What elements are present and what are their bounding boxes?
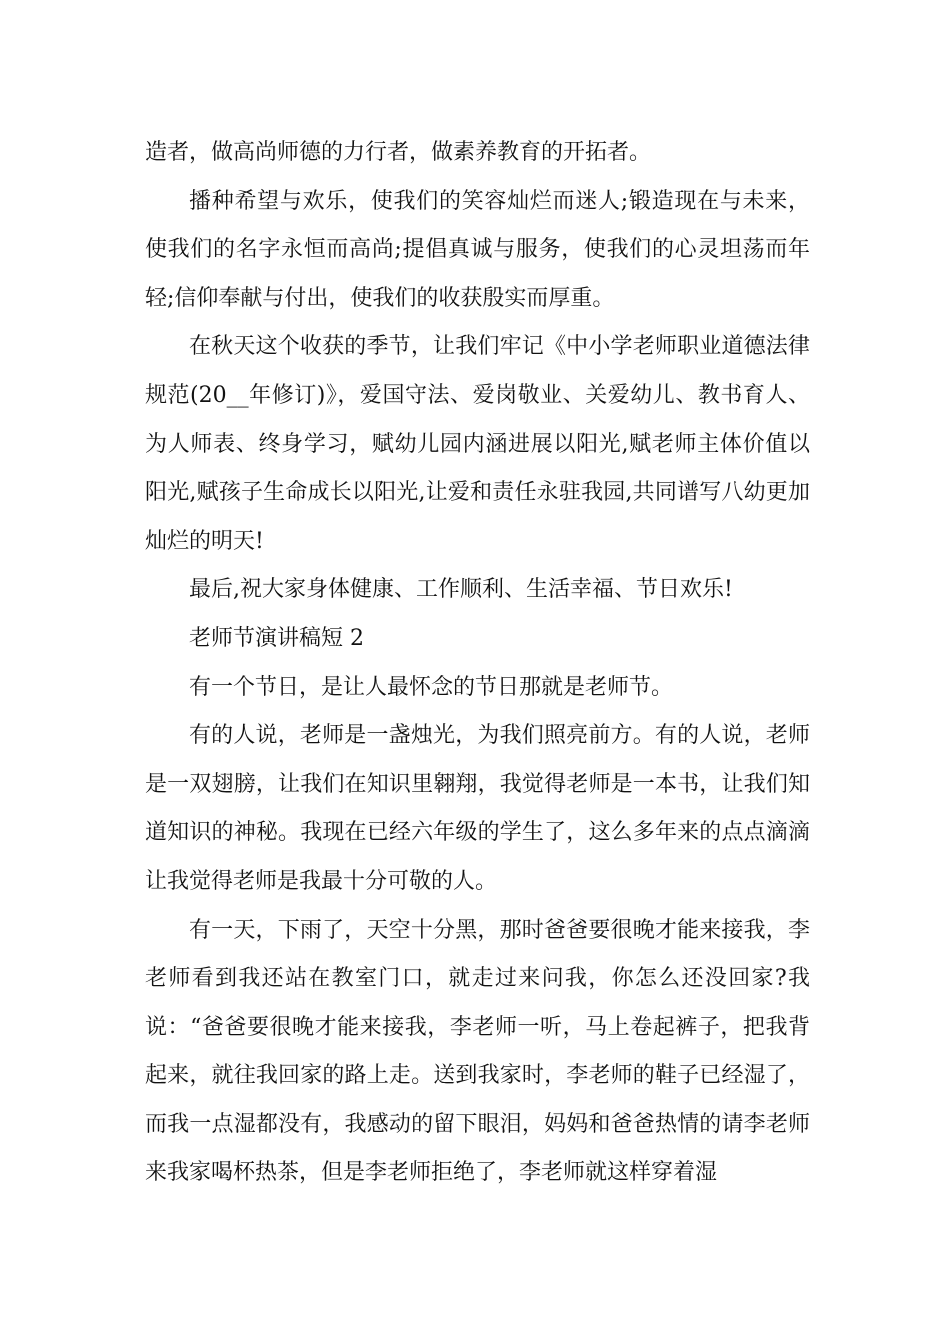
paragraph-1: 造者，做高尚师德的力行者，做素养教育的开拓者。 (145, 140, 652, 165)
document-body (145, 129, 810, 1198)
paragraph-2: 播种希望与欢乐，使我们的笑容灿烂而迷人;锻造现在与未来，使我们的名字永恒而高尚;提倡真诚与服务，使我们的心灵坦荡而年轻;信仰奉献与付出，使我们的收获殷实而厚重。 (145, 188, 810, 311)
paragraph-6: 有的人说，老师是一盏烛光，为我们照亮前方。有的人说，老师是一双翅膀，让我们在知识里翱翔，我觉得老师是一本书，让我们知道知识的神秘。我现在已经六年级的学生了，这么多年来的点点滴滴让我觉得老师是我最十分可敬的人。 (145, 723, 810, 894)
paragraph-3: 在秋天这个收获的季节，让我们牢记《中小学老师职业道德法律规范(20__年修订)》，爱国守法、爱岗敬业、关爱幼儿、教书育人、为人师表、终身学习，赋幼儿园内涵进展以阳光,赋老师主体价值以阳光,赋孩子生命成长以阳光,让爱和责任永驻我园,共同谱写八幼更加灿烂的明天! (145, 334, 810, 554)
paragraph-7: 有一天，下雨了，天空十分黑，那时爸爸要很晚才能来接我，李老师看到我还站在教室门口，就走过来问我，你怎么还没回家?我说：“爸爸要很晚才能来接我，李老师一听，马上卷起裤子，把我背起来，就往我回家的路上走。送到我家时，李老师的鞋子已经湿了，而我一点湿都没有，我感动的留下眼泪，妈妈和爸爸热情的请李老师来我家喝杯热茶，但是李老师拒绝了，李老师就这样穿着湿 (145, 917, 810, 1186)
paragraph-4: 最后,祝大家身体健康、工作顺利、生活幸福、节日欢乐! (189, 577, 733, 603)
paragraph-5: 有一个节日，是让人最怀念的节日那就是老师节。 (189, 674, 674, 700)
section-title: 老师节演讲稿短 2 (189, 625, 364, 651)
